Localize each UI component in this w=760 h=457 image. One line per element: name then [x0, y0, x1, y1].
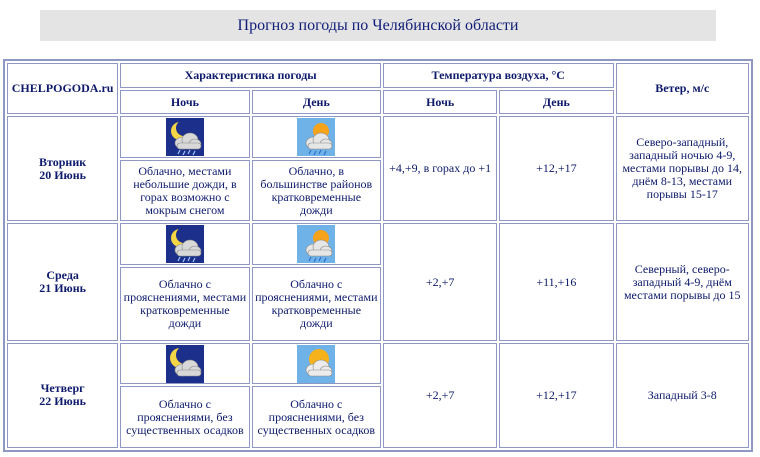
- temp-night: +2,+7: [383, 343, 497, 448]
- day-date: 22 Июнь: [39, 394, 86, 409]
- header-weather: Характеристика погоды: [120, 63, 381, 88]
- night-icon-cell: [120, 116, 249, 157]
- temp-night: +4,+9, в горах до +1: [383, 116, 497, 221]
- temp-day: +12,+17: [499, 116, 613, 221]
- day-description: Облачно, в большинстве районов кратковременные дожди: [252, 160, 381, 222]
- header-temperature: Температура воздуха, °C: [383, 63, 613, 88]
- day-name: Среда: [46, 268, 79, 283]
- wind-info: Северо-западный, западный ночью 4-9, местами порывы до 14, днём 8-13, местами порывы 15-17: [616, 116, 750, 221]
- day-icon-cell: [252, 223, 381, 264]
- day-description: Облачно с прояснениями, местами кратковременные дожди: [252, 267, 381, 341]
- night-description: Облачно, местами небольшие дожди, в горах возможно с мокрым снегом: [120, 160, 249, 222]
- day-description: Облачно с прояснениями, без существенных осадков: [252, 386, 381, 448]
- header-wind: Ветер, м/с: [616, 63, 750, 114]
- day-name: Четверг: [40, 381, 85, 396]
- night-icon-cell: [120, 223, 249, 264]
- header-weather-night: Ночь: [120, 90, 249, 115]
- night-cloud-rain-icon: [166, 225, 204, 263]
- day-cloud-rain-icon: [297, 118, 335, 156]
- forecast-table: [3, 59, 753, 452]
- day-icon-cell: [252, 116, 381, 157]
- day-icon-cell: [252, 343, 381, 384]
- temp-day: +12,+17: [499, 343, 613, 448]
- day-date: 20 Июнь: [39, 167, 86, 182]
- wind-info: Северный, северо-западный 4-9, днём местами порывы до 15: [616, 223, 750, 340]
- day-name: Вторник: [39, 154, 87, 169]
- day-label: [7, 343, 118, 448]
- night-cloud-rain-icon: [166, 118, 204, 156]
- temp-night: +2,+7: [383, 223, 497, 340]
- header-temp-night: Ночь: [383, 90, 497, 115]
- site-brand: CHELPOGODA.ru: [7, 63, 118, 114]
- header-weather-day: День: [252, 90, 381, 115]
- night-icon-cell: [120, 343, 249, 384]
- day-label: [7, 116, 118, 221]
- day-label: [7, 223, 118, 340]
- night-partly-cloudy-icon: [166, 345, 204, 383]
- temp-day: +11,+16: [499, 223, 613, 340]
- night-description: Облачно с прояснениями, местами кратковременные дожди: [120, 267, 249, 341]
- sun-behind-cloud-icon: [297, 345, 335, 383]
- day-date: 21 Июнь: [39, 281, 86, 296]
- night-description: Облачно с прояснениями, без существенных осадков: [120, 386, 249, 448]
- wind-info: Западный 3-8: [616, 343, 750, 448]
- header-temp-day: День: [499, 90, 613, 115]
- page-title: Прогноз погоды по Челябинской области: [40, 10, 716, 41]
- day-cloud-rain-icon: [297, 225, 335, 263]
